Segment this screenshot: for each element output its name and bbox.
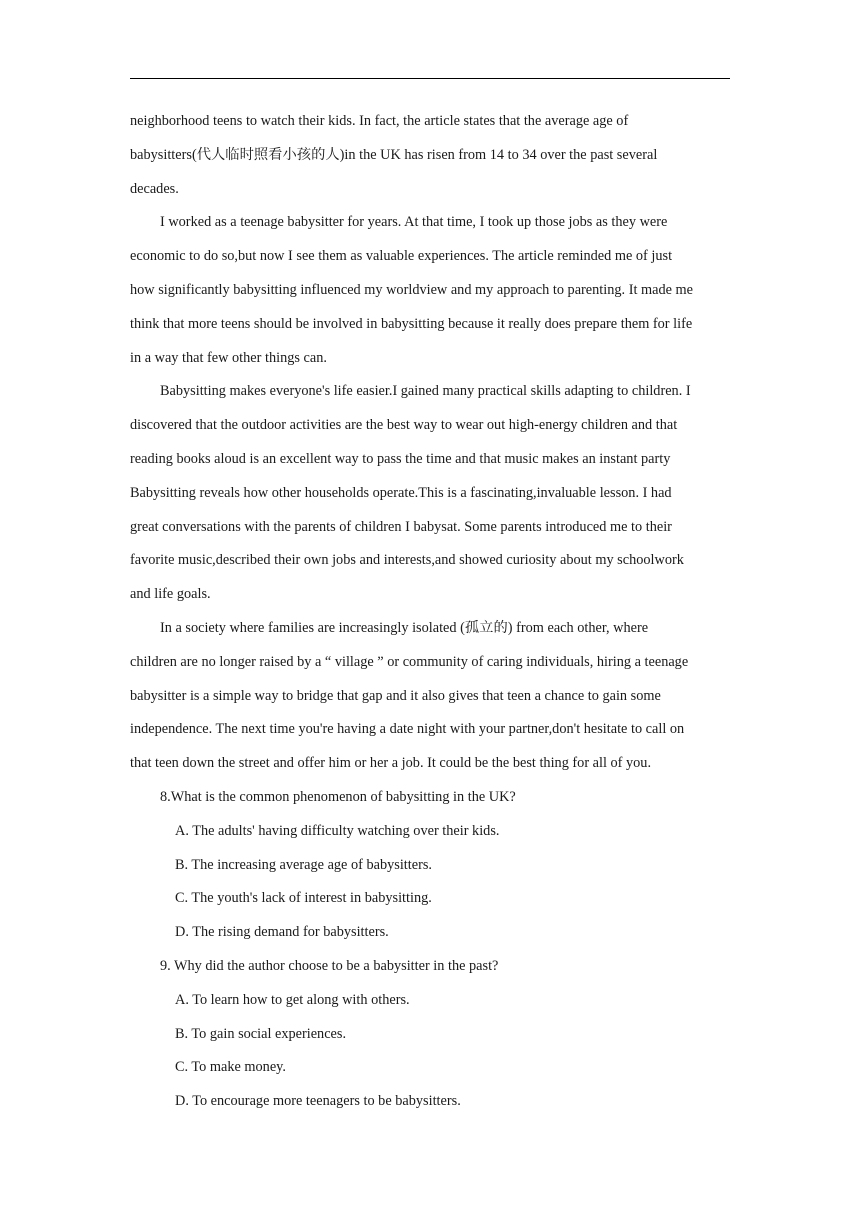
text-line: neighborhood teens to watch their kids. In fact, the article states that the average age of <box>130 113 629 129</box>
question-8-stem: 8.What is the common phenomenon of babysitting in the UK? <box>160 788 516 805</box>
question-9-option-c: C. To make money. <box>175 1059 286 1076</box>
header-rule <box>130 78 730 79</box>
paragraph-1 <box>130 105 730 206</box>
text-line: independence. The next time you're having a date night with your partner,don't hesitate to call on <box>130 721 685 738</box>
text-line: how significantly babysitting influenced my worldview and my approach to parenting. It made me <box>130 281 693 298</box>
text-line: that teen down the street and offer him or her a job. It could be the best thing for all of you. <box>130 755 652 772</box>
question-9-option-b: B. To gain social experiences. <box>175 1025 347 1042</box>
text-line: discovered that the outdoor activities are the best way to wear out high-energy children and that <box>130 417 678 434</box>
text-line: reading books aloud is an excellent way to pass the time and that music makes an instant party <box>130 450 671 467</box>
question-9-option-d: D. To encourage more teenagers to be babysitters. <box>175 1093 461 1110</box>
text-line: in a way that few other things can. <box>130 349 327 366</box>
text-line: economic to do so,but now I see them as valuable experiences. The article reminded me of just <box>130 248 673 265</box>
text-line: think that more teens should be involved in babysitting because it really does prepare them for life <box>130 315 693 332</box>
text-line: Babysitting reveals how other households operate.This is a fascinating,invaluable lesson. I had <box>130 484 672 501</box>
text-line: babysitter is a simple way to bridge that gap and it also gives that teen a chance to gain some <box>130 687 661 704</box>
text-line: favorite music,described their own jobs and interests,and showed curiosity about my schoolwork <box>130 552 684 569</box>
question-8-option-d: D. The rising demand for babysitters. <box>175 924 389 941</box>
question-8-option-c: C. The youth's lack of interest in babysitting. <box>175 890 432 907</box>
question-8-option-a: A. The adults' having difficulty watching over their kids. <box>175 822 500 839</box>
question-9-stem: 9. Why did the author choose to be a babysitter in the past? <box>160 957 499 974</box>
text-line: decades. <box>130 180 179 197</box>
text-line: I worked as a teenage babysitter for years. At that time, I took up those jobs as they were <box>160 214 668 231</box>
document-body <box>130 105 730 1119</box>
paragraph-4 <box>130 612 730 781</box>
question-8-option-b: B. The increasing average age of babysitters. <box>175 856 432 873</box>
text-line: In a society where families are increasingly isolated (孤立的) from each other, where <box>160 619 649 636</box>
text-line: and life goals. <box>130 586 211 603</box>
paragraph-2 <box>130 206 730 375</box>
paragraph-3 <box>130 375 730 612</box>
text-line: children are no longer raised by a “ village ” or community of caring individuals, hiring a teenage <box>130 653 689 670</box>
text-line: Babysitting makes everyone's life easier.I gained many practical skills adapting to children. I <box>160 383 691 400</box>
text-line: babysitters(代人临时照看小孩的人)in the UK has risen from 14 to 34 over the past several <box>130 146 658 163</box>
question-9-option-a: A. To learn how to get along with others. <box>175 991 410 1008</box>
text-line: great conversations with the parents of children I babysat. Some parents introduced me to their <box>130 518 672 535</box>
